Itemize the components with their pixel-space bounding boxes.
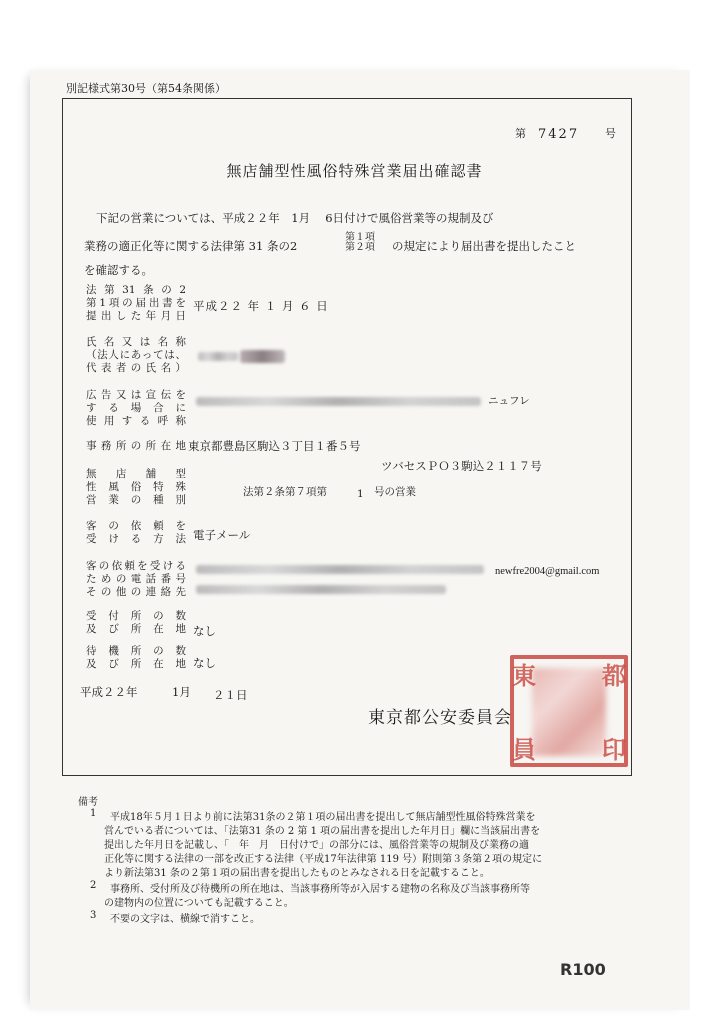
- issue-date-month: 1月: [172, 685, 191, 699]
- form-label: 別記様式第30号（第54条関係）: [66, 82, 226, 95]
- note-number: 3: [90, 910, 97, 921]
- label-submission-date: 法第31条の2 第1項の届出書を 提出した年月日: [86, 284, 186, 322]
- redacted-name-1: [198, 352, 238, 361]
- seal-char: 都: [602, 661, 626, 690]
- value-office-building: ツバセスＰＯ３駒込２１１７号: [381, 459, 542, 473]
- label-name: 氏名又は名称 （法人にあっては、 代表者の氏名）: [86, 336, 186, 374]
- intro-line-2a: 業務の適正化等に関する法律第 31 条の2: [84, 239, 298, 253]
- number-suffix: 号: [605, 127, 616, 140]
- value-request-method: 電子メール: [193, 528, 251, 542]
- number-label: 第: [515, 127, 526, 140]
- value-business-type-num: 1: [357, 488, 364, 500]
- seal-char: 員: [512, 735, 536, 764]
- issue-date-era: 平成２２年: [80, 685, 138, 699]
- note-line: 不要の文字は、横線で消すこと。: [110, 914, 260, 925]
- intro-line-1: 下記の営業については、平成２２年 1月 6日付けで風俗営業等の規制及び: [96, 211, 494, 225]
- value-business-type-a: 法第２条第７項第: [243, 486, 327, 498]
- label-office-address: 事務所の所在地: [86, 440, 186, 452]
- note-line: 提出した年月日を記載し、「 年 月 日付けで」の部分には、風俗営業等の規制及び業務の適: [104, 840, 529, 851]
- note-line: 事務所、受付所及び待機所の所在地は、当該事務所等が入居する建物の名称及び当該事務所等: [110, 884, 530, 895]
- document-number: 7427: [538, 127, 580, 142]
- note-number: 1: [90, 808, 97, 819]
- document-title: 無店舗型性風俗特殊営業届出確認書: [226, 162, 483, 180]
- issuing-authority: 東京都公安委員会: [368, 708, 512, 728]
- label-contact: 客の依頼を受ける ための電話番号 その他の連絡先: [86, 560, 186, 598]
- label-standby: 待機所の数 及び所在地: [86, 645, 186, 670]
- value-email: newfre2004@gmail.com: [495, 566, 600, 577]
- note-number: 2: [90, 880, 97, 891]
- redacted-advertising: [196, 397, 481, 406]
- intro-line-2b: の規定により届出書を提出したこと: [392, 239, 576, 253]
- seal-char: 印: [602, 735, 626, 764]
- value-office-address: 東京都豊島区駒込３丁目１番５号: [188, 439, 361, 453]
- note-line: 正化等に関する法律の一部を改正する法律（平成17年法律第 119 号）附則第３条第２項の規定に: [104, 854, 543, 865]
- clause-bottom: 第２項: [345, 242, 375, 253]
- seal-char: 東: [512, 661, 536, 690]
- label-request-method: 客の依頼を 受ける方法: [86, 520, 186, 545]
- label-advertising-name: 広告又は宣伝を する場合に 使用する呼称: [86, 389, 186, 427]
- value-submission-date: 平成２２ 年 １ 月 ６ 日: [193, 299, 329, 313]
- footer-code: R100: [560, 960, 606, 979]
- redacted-name-2: [240, 350, 285, 363]
- intro-clause-stack: [345, 233, 375, 253]
- value-advertising-name: ニュフレ: [488, 395, 530, 407]
- value-standby: なし: [193, 656, 216, 670]
- notes-title: 備考: [78, 797, 98, 808]
- label-reception: 受付所の数 及び所在地: [86, 610, 186, 635]
- label-business-type: 無店舗型 性風俗特殊 営業の種別: [86, 468, 186, 506]
- clause-top: 第１項: [345, 232, 375, 243]
- redacted-contact-1: [196, 565, 484, 574]
- redacted-contact-2: [196, 585, 446, 594]
- issue-date-day: ２１日: [213, 688, 248, 702]
- seal-redaction: [532, 668, 606, 756]
- note-line: より新法第31 条の２第１項の届出書を提出したものとみなされる日を記載すること。: [104, 868, 490, 879]
- note-line: 平成18年５月１日より前に法第31条の２第１項の届出書を提出して無店舗型性風俗特殊営業を: [110, 812, 536, 823]
- intro-line-3: を確認する。: [84, 263, 153, 277]
- value-business-type-b: 号の営業: [374, 486, 416, 498]
- note-line: の建物内の位置についても記載すること。: [104, 898, 294, 909]
- value-reception: なし: [193, 624, 216, 638]
- note-line: 営んでいる者については、「法第31 条の 2 第 1 項の届出書を提出した年月日」欄に当該届出書を: [104, 826, 541, 837]
